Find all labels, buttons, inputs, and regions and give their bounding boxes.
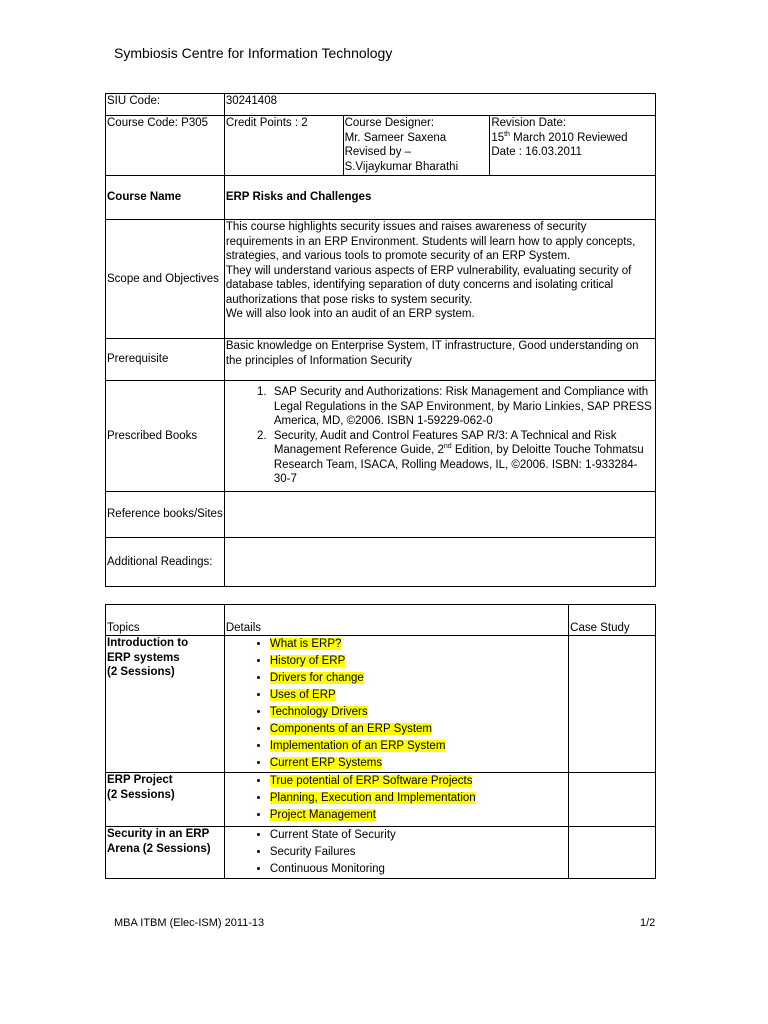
prescribed-books-label: Prescribed Books [106, 381, 225, 492]
prescribed-books-list [224, 381, 655, 492]
siu-code-value: 30241408 [224, 94, 655, 116]
topics-table [105, 604, 656, 879]
details-header: Details [224, 605, 568, 636]
reference-value [224, 492, 655, 538]
list-item: • Current ERP Systems [270, 755, 567, 772]
revision-label: Revision Date: [491, 117, 567, 129]
topics-header: Topics [106, 605, 225, 636]
list-item: • Planning, Execution and Implementation [270, 790, 567, 807]
list-item: • Technology Drivers [270, 704, 567, 721]
reviewed-date: Date : 16.03.2011 [491, 146, 582, 158]
prerequisite-text: Basic knowledge on Enterprise System, IT infrastructure, Good understanding on the principles of Information Security [224, 339, 655, 381]
scope-label: Scope and Objectives [106, 220, 225, 339]
revised-by-label: Revised by – [344, 146, 412, 158]
topic-cell: Security in an ERP Arena (2 Sessions) [106, 827, 225, 879]
details-cell [224, 773, 568, 827]
list-item: • Drivers for change [270, 670, 567, 687]
list-item: • True potential of ERP Software Projects [270, 773, 567, 790]
list-item: • History of ERP [270, 653, 567, 670]
reference-label: Reference books/Sites [106, 492, 225, 538]
list-item: • Project Management [270, 807, 567, 824]
list-item: • Security Failures [270, 844, 567, 861]
siu-code-label: SIU Code: [106, 94, 225, 116]
list-item: • Uses of ERP [270, 687, 567, 704]
course-name-value: ERP Risks and Challenges [224, 176, 655, 220]
topic-cell: Introduction to ERP systems (2 Sessions) [106, 636, 225, 773]
course-name-label: Course Name [106, 176, 225, 220]
case-study-cell [569, 773, 656, 827]
table-row [106, 636, 656, 773]
list-item: • Current State of Security [270, 827, 567, 844]
scope-paragraph: This course highlights security issues and raises awareness of security requirements in an ERP Environment. Students will learn how to apply concepts, strategies, and various tools to promote security of an ERP System. [225, 221, 636, 262]
table-row [106, 773, 656, 827]
page-number: 1/2 [640, 917, 656, 929]
designer-name: Mr. Sameer Saxena [344, 131, 447, 144]
list-item: • Continuous Monitoring [270, 861, 567, 878]
book-item: 1. SAP Security and Authorizations: Risk Management and Compliance with Legal Regulations in the SAP Environment, by Mario Linkies, SAP PRESS America, MD, ©2006. ISBN 1-59229-062-0 [270, 385, 654, 429]
reviser-name: S.Vijaykumar Bharathi [344, 160, 459, 173]
scope-paragraph: We will also look into an audit of an ERP system. [225, 308, 475, 320]
list-item: • Implementation of an ERP System [270, 738, 567, 755]
institution-header: Symbiosis Centre for Information Technology [114, 45, 393, 61]
footer-program: MBA ITBM (Elec-ISM) 2011-13 [114, 917, 265, 929]
book-item: 2. Security, Audit and Control Features SAP R/3: A Technical and Risk Management Reference Guide, 2nd Edition, by Deloitte Touche Tohmatsu Research Team, ISACA, Rolling Meadows, IL, ©2006. ISBN: 1-933284-30-7 [270, 429, 654, 487]
scope-text [224, 220, 655, 339]
revision-value: 15th March 2010 Reviewed [491, 130, 628, 144]
additional-readings-value [224, 538, 655, 587]
case-study-header: Case Study [569, 605, 656, 636]
revision-date [490, 116, 656, 176]
additional-readings-label: Additional Readings: [106, 538, 225, 587]
table-row [106, 827, 656, 879]
list-item: • Components of an ERP System [270, 721, 567, 738]
case-study-cell [569, 636, 656, 773]
details-cell [224, 636, 568, 773]
case-study-cell [569, 827, 656, 879]
prerequisite-label: Prerequisite [106, 339, 225, 381]
course-info-table [105, 93, 656, 587]
topic-cell: ERP Project (2 Sessions) [106, 773, 225, 827]
details-cell [224, 827, 568, 879]
scope-paragraph: They will understand various aspects of ERP vulnerability, evaluating security of database tables, identifying separation of duty concerns and isolating critical authorizations that pose risks to system security. [225, 264, 632, 306]
course-code: Course Code: P305 [106, 116, 225, 176]
course-designer [343, 116, 490, 176]
credit-points: Credit Points : 2 [224, 116, 343, 176]
list-item: • What is ERP? [270, 636, 567, 653]
designer-label: Course Designer: [344, 117, 435, 129]
